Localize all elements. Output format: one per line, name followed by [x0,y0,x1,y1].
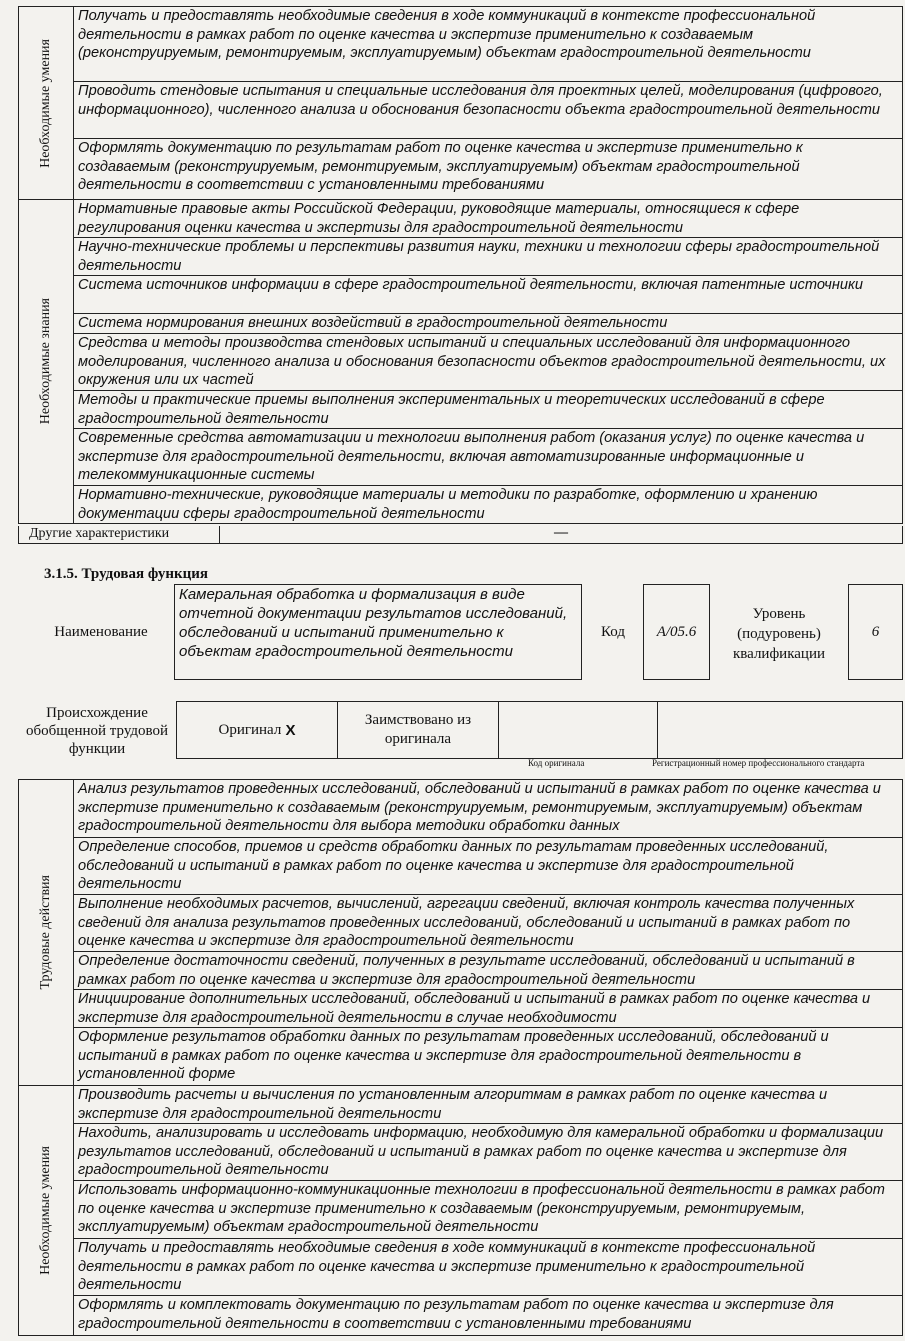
name-value-box [174,584,582,680]
list-item: Современные средства автоматизации и технологии выполнения работ (оказания услуг) по оценке качества и экспертизе для градостроительной деятельности, включая автоматизированные информационные и телекоммуникационные системы [74,429,902,486]
skills-group-bottom [19,1086,902,1335]
list-item: Использовать информационно-коммуникационные технологии в профессиональной деятельности в рамках работ по оценке качества и экспертизе применительно к создаваемым (реконструируемым, ремонтируемым, эксплуатируемым) объектам градостроительной деятельности [74,1181,902,1239]
list-item: Оформлять и комплектовать документацию по результатам работ по оценке качества и экспертизе для градостроительной деятельности в соответствии с установленными требованиями [78,1297,834,1332]
level-box [848,584,903,680]
original-cell [177,702,338,758]
list-item: Производить расчеты и вычисления по установленным алгоритмам в рамках работ по оценке качества и экспертизе для градостроительной деятельности [74,1086,902,1124]
origin-table [176,701,903,759]
list-item: Проводить стендовые испытания и специальные исследования для проектных целей, моделирования (цифрового, информационного), численного анализа и обоснования безопасности объекта градостроительной деятельности [74,82,902,139]
code-original-caption: Код оригинала [528,758,585,768]
section-heading: 3.1.5. Трудовая функция [44,566,209,582]
code-box [643,584,710,680]
actions-group [19,780,902,1086]
group-label: Необходимые знания [19,200,74,523]
list-item: Выполнение необходимых расчетов, вычислений, агрегации сведений, включая контроль качества полученных сведений для анализа результатов проведенных исследований, обследований и испытаний в рамках работ по оценке качества и экспертизе для градостроительной деятельности [74,895,902,952]
list-item: Научно-технические проблемы и перспективы развития науки, техники и технологии сферы градостроительной деятельности [74,238,902,276]
skills-group-top [19,7,902,200]
original-label: Оригинал [218,721,282,738]
list-item: Система источников информации в сфере градостроительной деятельности, включая патентные источники [74,276,902,314]
list-item: Получать и предоставлять необходимые сведения в ходе коммуникаций в контексте профессиональной деятельности в рамках работ по оценке качества и экспертизе применительно к градостроительной деятельности [74,1239,902,1296]
level-label: Уровень (подуровень) квалификации [732,606,826,662]
origin-label: Происхождение обобщенной трудовой функции [25,705,169,757]
code-original-cell [499,702,658,758]
borrowed-cell [338,702,499,758]
list-item: Определение способов, приемов и средств обработки данных по результатам проведенных исследований, обследований и испытаний в рамках работ по оценке качества и экспертизе для градостроительной деятельности [74,838,902,895]
list-item: Система нормирования внешних воздействий в градостроительной деятельности [74,314,902,334]
list-item: Нормативно-технические, руководящие материалы и методики по разработке, оформлению и хранению документации сферы градостроительной деятельности [78,487,818,522]
list-item: Средства и методы производства стендовых испытаний и специальных исследований для информационного моделирования, численного анализа и обоснования безопасности объектов градостроительной деятельности, их окружения или их частей [74,334,902,391]
list-item: Методы и практические приемы выполнения экспериментальных и теоретических исследований в сфере градостроительной деятельности [74,391,902,429]
other-characteristics-value: — [554,525,568,540]
list-item: Инициирование дополнительных исследований, обследований и испытаний в рамках работ по оценке качества и экспертизе для градостроительной деятельности в случае необходимости [74,990,902,1028]
list-item: Определение достаточности сведений, полученных в результате исследований, обследований и испытаний в рамках работ по оценке качества и экспертизе для градостроительной деятельности [74,952,902,990]
list-item: Анализ результатов проведенных исследований, обследований и испытаний в рамках работ по оценке качества и экспертизе применительно к создаваемым (реконструируемым, ремонтируемым, эксплуатируемым) объектам градостроительной деятельности для выбора методики обработки данных [74,780,902,838]
level-value: 6 [871,623,880,640]
group-label: Необходимые умения [19,1086,74,1335]
code-value: A/05.6 [656,623,697,640]
group-label: Необходимые умения [19,7,74,199]
list-item: Нормативные правовые акты Российской Федерации, руководящие материалы, относящиеся к сфере регулирования оценки качества и экспертизы для градостроительной деятельности [74,200,902,238]
bottom-table [18,779,903,1336]
list-item: Находить, анализировать и исследовать информацию, необходимую для камеральной обработки и формализации результатов исследований, обследований и испытаний в рамках работ по оценке качества и экспертизе для градостроительной деятельности [74,1124,902,1181]
name-label: Наименование [54,624,148,640]
group-label: Трудовые действия [19,780,74,1085]
knowledge-group-top [19,200,902,523]
reg-number-caption: Регистрационный номер профессионального стандарта [652,758,865,768]
borrowed-label: Заимствовано из оригинала [364,712,472,747]
list-item: Оформлять документацию по результатам работ по оценке качества и экспертизе применительно к создаваемым (реконструируемым, ремонтируемым, эксплуатируемым) объектам градостроительной деятельности в соответствии с установленными требованиями [78,140,803,193]
reg-number-cell [658,702,902,758]
name-value: Камеральная обработка и формализация в виде отчетной документации результатов исследований, обследований и испытаний применительно к объектам градостроительной деятельности [179,586,568,660]
other-characteristics-label: Другие характеристики [19,526,220,543]
list-item: Получать и предоставлять необходимые сведения в ходе коммуникаций в контексте профессиональной деятельности в рамках работ по оценке качества и экспертизе применительно к создаваемым (реконструируемым, ремонтируемым, эксплуатируемым) объектам градостроительной деятельности [74,7,902,82]
code-label: Код [601,624,625,640]
top-table [18,6,903,524]
other-characteristics-row [18,526,903,544]
list-item: Оформление результатов обработки данных по результатам проведенных исследований, обследований и испытаний в рамках работ по оценке качества и экспертизе для градостроительной деятельности в установленной форме [78,1029,829,1082]
original-mark: X [285,721,296,739]
